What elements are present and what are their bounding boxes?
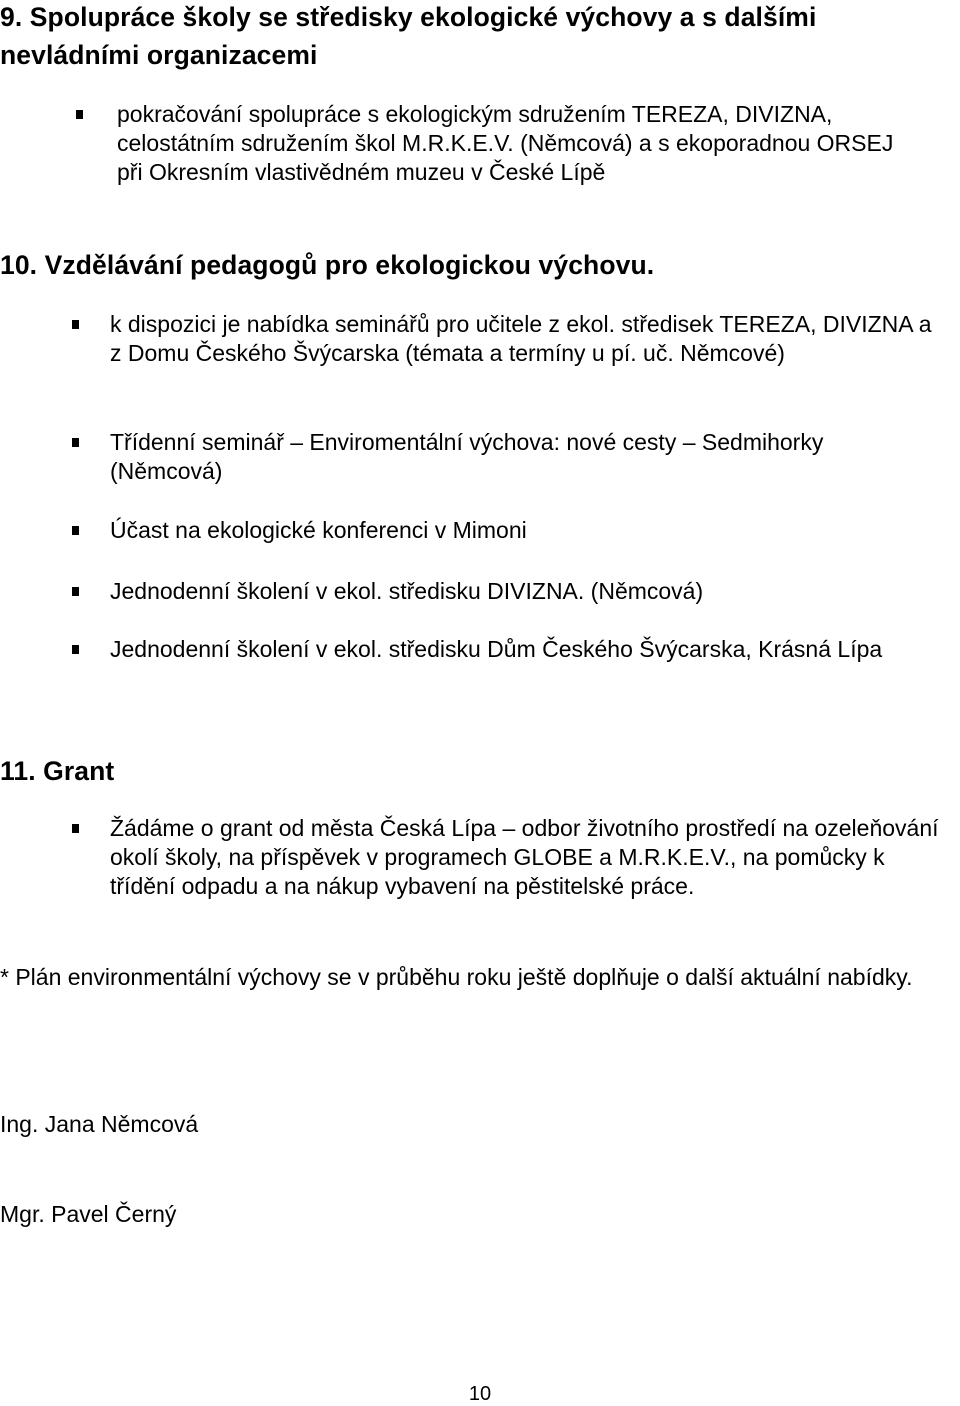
list-item: [110, 516, 940, 545]
list-item-text: Účast na ekologické konferenci v Mimoni: [110, 517, 527, 543]
list-item-text: pokračování spolupráce s ekologickým sdružením TEREZA, DIVIZNA, celostátním sdružením škol M.R.K.E.V. (Němcová) a s ekoporadnou ORSEJ při Okresním vlastivědném muzeu v České Lípě: [117, 101, 894, 185]
list-item-text: Žádáme o grant od města Česká Lípa – odbor životního prostředí na ozeleňování okolí školy, na příspěvek v programech GLOBE a M.R.K.E.V., na pomůcky k třídění odpadu a na nákup vybavení na pěstitelské práce.: [110, 815, 939, 899]
footnote: * Plán environmentální výchovy se v průběhu roku ještě doplňuje o další aktuální nabídky.: [0, 964, 913, 990]
bullet-icon: [72, 824, 79, 833]
list-item: [110, 428, 940, 486]
bullet-icon: [76, 110, 83, 119]
page-number: 10: [468, 1383, 492, 1405]
section-10-heading: 10. Vzdělávání pedagogů pro ekologickou výchovu.: [0, 250, 655, 280]
list-item-text: Jednodenní školení v ekol. středisku DIVIZNA. (Němcová): [110, 578, 704, 604]
signature-name: Mgr. Pavel Černý: [0, 1201, 177, 1227]
list-item: [117, 100, 917, 187]
bullet-icon: [72, 587, 79, 596]
list-item: [110, 310, 940, 368]
bullet-icon: [72, 645, 79, 654]
bullet-icon: [72, 526, 79, 535]
section-11-heading: 11. Grant: [0, 756, 115, 786]
section-9-heading: 9. Spolupráce školy se středisky ekologické výchovy a s dalšími nevládními organizacemi: [0, 2, 817, 70]
list-item-text: Jednodenní školení v ekol. středisku Dům Českého Švýcarska, Krásná Lípa: [110, 636, 883, 662]
list-item-text: Třídenní seminář – Enviromentální výchova: nové cesty – Sedmihorky (Němcová): [110, 429, 824, 484]
list-item-text: k dispozici je nabídka seminářů pro učitele z ekol. středisek TEREZA, DIVIZNA a z Domu Českého Švýcarska (témata a termíny u pí. uč. Němcové): [110, 311, 932, 366]
list-item: [110, 577, 940, 606]
signature-name: Ing. Jana Němcová: [0, 1111, 199, 1137]
list-item: [110, 814, 950, 901]
bullet-icon: [72, 438, 79, 447]
list-item: [110, 635, 940, 664]
bullet-icon: [72, 320, 79, 329]
